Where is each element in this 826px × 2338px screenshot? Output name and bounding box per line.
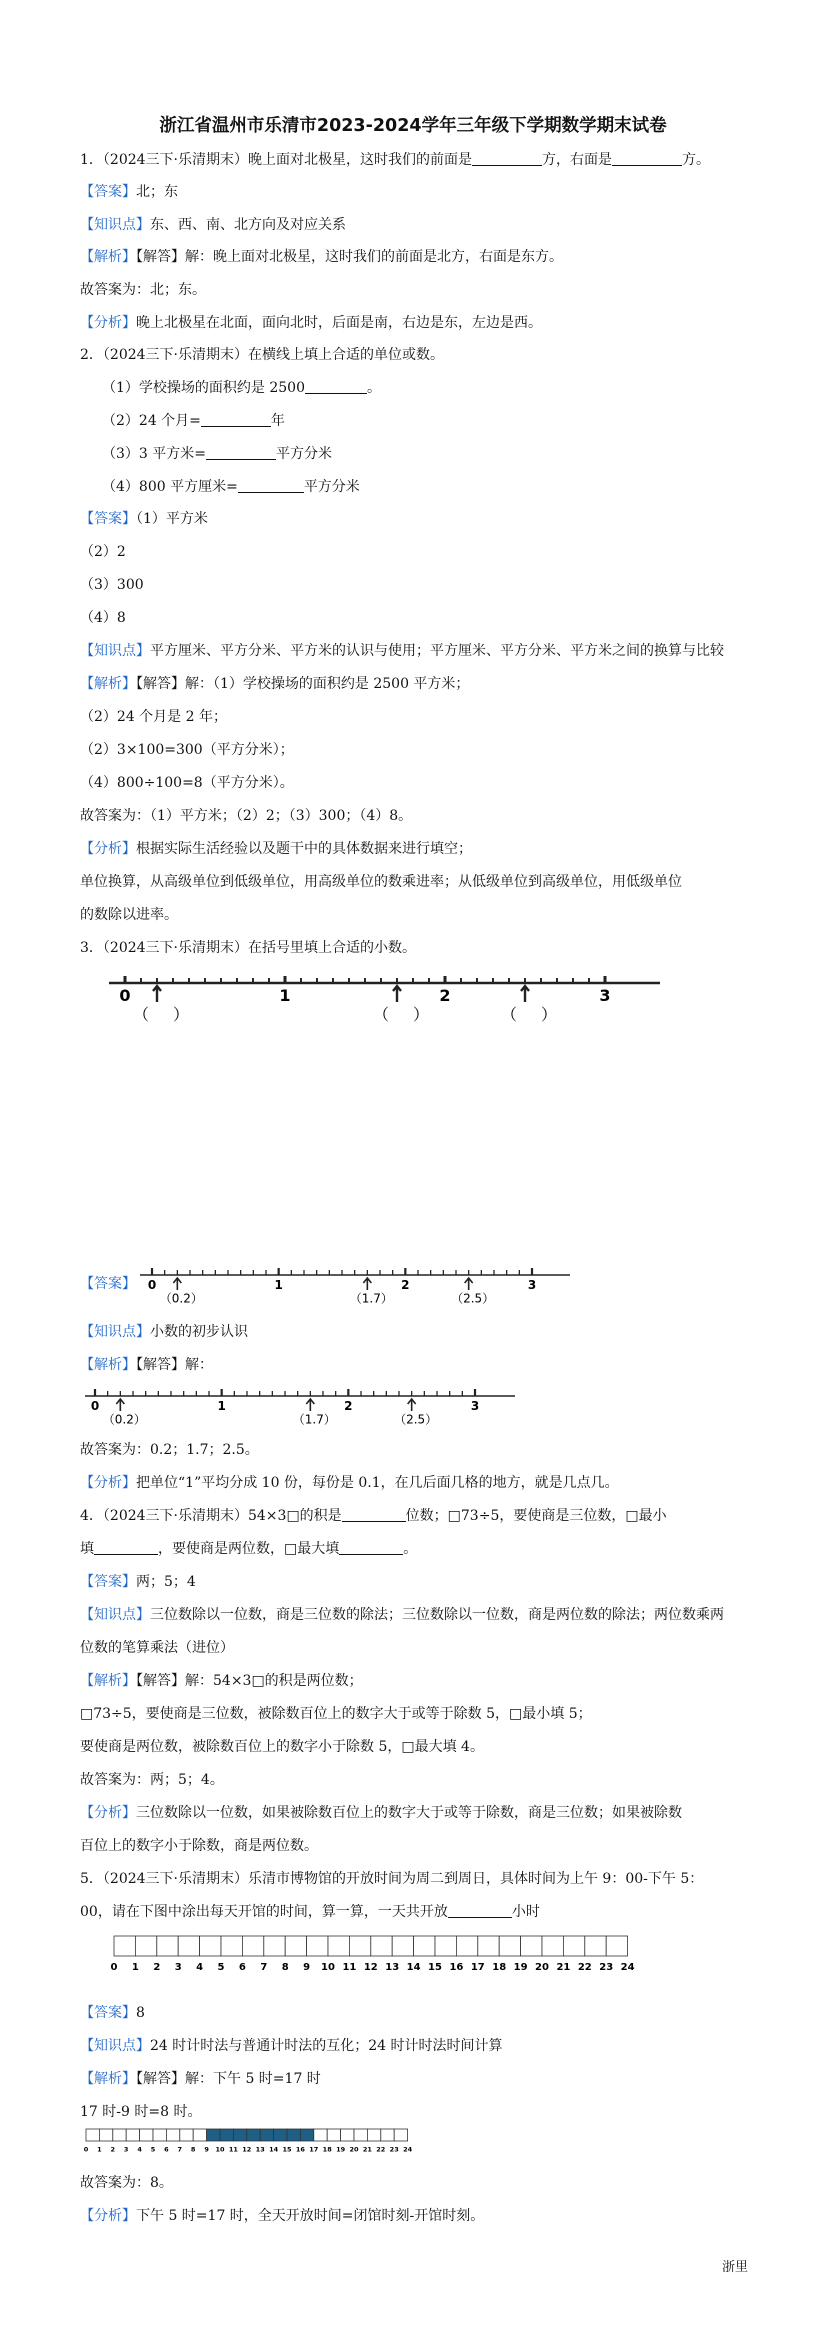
paren-close: ） xyxy=(172,1004,190,1024)
paren-close: ） xyxy=(412,1004,430,1024)
answer-label: （2.5） xyxy=(394,1412,438,1427)
tick-label: 1 xyxy=(274,1278,283,1292)
hour-label: 17 xyxy=(470,1962,485,1973)
hour-cell xyxy=(392,1936,413,1956)
hour-cell xyxy=(341,2129,354,2141)
hour-label: 9 xyxy=(204,2145,209,2154)
hour-cell xyxy=(126,2129,139,2141)
q4-explain: 【解析】【解答】解：54×3□的积是两位数； xyxy=(80,1673,363,1689)
hour-label: 21 xyxy=(556,1962,571,1973)
hour-label: 7 xyxy=(260,1962,268,1973)
q5-stem: 5．（2024三下·乐清期末）乐清市博物馆的开放时间为周二到周日，具体时间为上午 9：00-下午 5： xyxy=(80,1871,704,1887)
tick-label: 0 xyxy=(90,1399,100,1413)
hour-label: 2 xyxy=(110,2145,116,2154)
answer-label: （1.7） xyxy=(292,1412,336,1427)
hour-cell xyxy=(381,2129,394,2141)
hour-label: 19 xyxy=(513,1962,528,1973)
hour-cell xyxy=(394,2129,407,2141)
q1-explain: 【解析】【解答】解：晚上面对北极星，这时我们的前面是北方，右面是东方。 xyxy=(80,249,563,265)
hour-label: 21 xyxy=(362,2145,372,2154)
hour-cell xyxy=(242,1936,263,1956)
footer-mark: 浙里 xyxy=(721,2260,748,2275)
tick-label: 1 xyxy=(279,986,291,1005)
page-title: 浙江省温州市乐清市2023-2024学年三年级下学期数学期末试卷 xyxy=(159,116,667,136)
q3-explain: 【解析】【解答】解： xyxy=(80,1357,213,1373)
hour-label: 23 xyxy=(389,2145,399,2154)
answer-label: （2.5） xyxy=(451,1291,495,1306)
hour-label: 12 xyxy=(363,1962,378,1973)
hour-cell xyxy=(264,1936,285,1956)
hour-cell xyxy=(221,1936,242,1956)
q5-answer: 【答案】8 xyxy=(80,2005,145,2021)
hour-cell xyxy=(114,1936,135,1956)
hour-label: 5 xyxy=(217,1962,225,1973)
open-hour-cell xyxy=(287,2129,300,2141)
pointer-arrow xyxy=(306,1399,314,1411)
pointer-arrow xyxy=(116,1399,124,1411)
hour-cell xyxy=(140,2129,153,2141)
hour-cell xyxy=(113,2129,126,2141)
hour-cell xyxy=(166,2129,179,2141)
pointer-arrow xyxy=(363,1278,371,1290)
answer-label: （0.2） xyxy=(102,1412,146,1427)
pointer-arrow xyxy=(173,1278,181,1290)
hour-label: 18 xyxy=(492,1962,507,1973)
q5-explain: 【解析】【解答】解：下午 5 时=17 时 xyxy=(80,2071,321,2087)
hour-label: 0 xyxy=(110,1962,118,1973)
hour-cell xyxy=(314,2129,327,2141)
tick-label: 1 xyxy=(217,1399,226,1413)
q2-blank-4[interactable] xyxy=(238,478,304,493)
hour-label: 6 xyxy=(164,2145,169,2154)
q2-explain: 【解析】【解答】解：（1）学校操场的面积约是 2500 平方米； xyxy=(80,676,470,692)
pointer-arrow xyxy=(465,1278,473,1290)
q4-stem: 4．（2024三下·乐清期末）54×3□的积是 位数；□73÷5，要使商是三位数，□最小 xyxy=(80,1508,667,1524)
q4-knowledge-line2: 位数的笔算乘法（进位） xyxy=(80,1640,234,1656)
q3-result: 故答案为：0.2；1.7；2.5。 xyxy=(80,1442,259,1458)
hour-cell xyxy=(606,1936,627,1956)
hour-label: 22 xyxy=(376,2145,386,2154)
q2-blank-3[interactable] xyxy=(206,445,276,460)
hour-cell xyxy=(585,1936,606,1956)
q2-answer: 【答案】（1）平方米 xyxy=(80,511,208,527)
hour-label: 0 xyxy=(84,2145,89,2154)
hour-cell xyxy=(478,1936,499,1956)
q2-analysis-line: 单位换算，从高级单位到低级单位，用高级单位的数乘进率；从低级单位到高级单位，用低级单位 xyxy=(80,874,682,890)
q1-blank-2[interactable] xyxy=(612,151,682,166)
pointer-arrow xyxy=(521,986,529,1002)
q4-analysis-line2: 百位上的数字小于除数，商是两位数。 xyxy=(80,1838,318,1854)
hour-cell xyxy=(563,1936,584,1956)
hour-label: 1 xyxy=(97,2145,102,2154)
q2-explain-line: （4）800÷100=8（平方分米）。 xyxy=(80,775,294,791)
paren-open: （ xyxy=(500,1004,518,1024)
hour-cell xyxy=(371,1936,392,1956)
hour-cell xyxy=(521,1936,542,1956)
q5-blank[interactable] xyxy=(448,1903,512,1918)
hour-label: 13 xyxy=(255,2145,265,2154)
q4-stem-line2: 填 ，要使商是两位数，□最大填 。 xyxy=(80,1541,418,1557)
hour-label: 1 xyxy=(131,1962,139,1973)
open-hour-cell xyxy=(260,2129,273,2141)
q2-item-4: （4）800 平方厘米= 平方分米 xyxy=(102,479,360,495)
tick-label: 0 xyxy=(119,986,131,1005)
q1-analysis: 【分析】晚上北极星在北面，面向北时，后面是南，右边是东，左边是西。 xyxy=(80,315,542,331)
q5-stem-line2: 00，请在下图中涂出每天开馆的时间，算一算，一天共开放 小时 xyxy=(80,1904,540,1920)
hour-cell xyxy=(193,2129,206,2141)
open-hour-cell xyxy=(233,2129,246,2141)
hour-label: 14 xyxy=(269,2145,279,2154)
open-hour-cell xyxy=(207,2129,220,2141)
q1-result: 故答案为：北；东。 xyxy=(80,282,206,298)
tick-label: 3 xyxy=(527,1278,537,1292)
hour-cell xyxy=(180,2129,193,2141)
hour-label: 3 xyxy=(123,2145,129,2154)
hour-cell xyxy=(354,2129,367,2141)
pointer-arrow xyxy=(408,1399,416,1411)
hour-cell xyxy=(86,2129,99,2141)
hour-label: 16 xyxy=(449,1962,464,1973)
q4-blank-3[interactable] xyxy=(339,1540,403,1555)
hour-label: 24 xyxy=(620,1962,635,1973)
open-hour-cell xyxy=(274,2129,287,2141)
q1-knowledge: 【知识点】东、西、南、北方向及对应关系 xyxy=(80,217,346,233)
q2-answer-line: （4）8 xyxy=(80,610,126,626)
tick-label: 2 xyxy=(344,1399,353,1413)
hour-label: 15 xyxy=(428,1962,442,1973)
q2-explain-line: （2）24 个月是 2 年； xyxy=(80,709,227,725)
q3-knowledge: 【知识点】小数的初步认识 xyxy=(80,1324,248,1340)
hour-label: 15 xyxy=(282,2145,292,2154)
hour-label: 11 xyxy=(228,2145,238,2154)
hour-cell xyxy=(157,1936,178,1956)
q1-answer: 【答案】北；东 xyxy=(80,184,178,200)
hour-label: 19 xyxy=(336,2145,346,2154)
hour-label: 4 xyxy=(196,1962,204,1973)
open-hour-cell xyxy=(220,2129,233,2141)
q3-analysis: 【分析】把单位“1”平均分成 10 份，每份是 0.1，在几后面几格的地方，就是几点几。 xyxy=(80,1475,619,1491)
hour-cell xyxy=(542,1936,563,1956)
q4-answer: 【答案】两；5；4 xyxy=(80,1574,196,1590)
hour-cell xyxy=(327,2129,340,2141)
tick-label: 0 xyxy=(147,1278,157,1292)
paren-open: （ xyxy=(372,1004,390,1024)
hour-cell xyxy=(200,1936,221,1956)
hour-label: 22 xyxy=(577,1962,592,1973)
hour-label: 5 xyxy=(150,2145,156,2154)
q2-knowledge: 【知识点】平方厘米、平方分米、平方米的认识与使用；平方厘米、平方分米、平方米之间的换算与比较 xyxy=(80,643,724,659)
paren-open: （ xyxy=(132,1004,150,1024)
q3-answer-number-line xyxy=(140,1262,570,1310)
hour-cell xyxy=(178,1936,199,1956)
answer-label: （1.7） xyxy=(349,1291,393,1306)
hour-cell xyxy=(328,1936,349,1956)
hour-label: 23 xyxy=(599,1962,614,1973)
q4-blank-2[interactable] xyxy=(94,1540,158,1555)
hour-label: 18 xyxy=(322,2145,332,2154)
q2-stem: 2．（2024三下·乐清期末）在横线上填上合适的单位或数。 xyxy=(80,347,444,363)
pointer-arrow xyxy=(393,986,401,1002)
hour-cell xyxy=(367,2129,380,2141)
q1-blank-1[interactable] xyxy=(472,151,542,166)
hour-label: 12 xyxy=(242,2145,252,2154)
hour-label: 24 xyxy=(403,2145,413,2154)
paren-close: ） xyxy=(540,1004,558,1024)
q2-item-3: （3）3 平方米= 平方分米 xyxy=(102,446,332,462)
hour-label: 20 xyxy=(535,1962,549,1973)
tick-label: 3 xyxy=(599,986,611,1005)
hour-label: 2 xyxy=(153,1962,161,1973)
hour-cell xyxy=(135,1936,156,1956)
q5-timeline-grid xyxy=(108,1935,678,1983)
q1-stem: 1．（2024三下·乐清期末）晚上面对北极星，这时我们的前面是 方，右面是 方。 xyxy=(80,152,710,168)
q2-explain-line: （2）3×100=300（平方分米）； xyxy=(80,742,294,758)
q3-answer: 【答案】 xyxy=(80,1276,136,1292)
hour-label: 11 xyxy=(342,1962,357,1973)
hour-label: 7 xyxy=(177,2145,183,2154)
hour-cell xyxy=(349,1936,370,1956)
q2-blank-1[interactable] xyxy=(305,379,367,394)
q2-analysis-line: 的数除以进率。 xyxy=(80,907,178,923)
hour-cell xyxy=(414,1936,435,1956)
hour-label: 20 xyxy=(349,2145,359,2154)
q5-analysis: 【分析】下午 5 时=17 时，全天开放时间=闭馆时刻-开馆时刻。 xyxy=(80,2208,485,2224)
hour-label: 16 xyxy=(295,2145,305,2154)
hour-label: 6 xyxy=(238,1962,246,1973)
q4-blank-1[interactable] xyxy=(342,1507,406,1522)
hour-cell xyxy=(153,2129,166,2141)
hour-label: 8 xyxy=(190,2145,196,2154)
q4-explain-line: □73÷5，要使商是三位数，被除数百位上的数字大于或等于除数 5，□最小填 5； xyxy=(80,1706,592,1722)
q5-result: 故答案为：8。 xyxy=(80,2175,173,2191)
q2-analysis: 【分析】根据实际生活经验以及题干中的具体数据来进行填空； xyxy=(80,841,472,857)
hour-label: 4 xyxy=(137,2145,142,2154)
hour-label: 14 xyxy=(406,1962,421,1973)
hour-label: 10 xyxy=(321,1962,335,1973)
q2-item-2: （2）24 个月= 年 xyxy=(102,413,285,429)
tick-label: 2 xyxy=(401,1278,410,1292)
hour-cell xyxy=(499,1936,520,1956)
hour-cell xyxy=(307,1936,328,1956)
pointer-arrow xyxy=(153,986,161,1002)
q2-answer-line: （2）2 xyxy=(80,544,126,560)
tick-label: 2 xyxy=(439,986,451,1005)
hour-label: 3 xyxy=(174,1962,182,1973)
tick-label: 3 xyxy=(470,1399,480,1413)
q2-answer-line: （3）300 xyxy=(80,577,144,593)
q3-number-line xyxy=(100,965,660,1035)
hour-cell xyxy=(99,2129,112,2141)
hour-label: 8 xyxy=(281,1962,289,1973)
q2-blank-2[interactable] xyxy=(201,412,271,427)
q4-knowledge: 【知识点】三位数除以一位数，商是三位数的除法；三位数除以一位数，商是两位数的除法；两位数乘两 xyxy=(80,1607,724,1623)
q5-explain-line2: 17 时-9 时=8 时。 xyxy=(80,2104,202,2120)
q3-stem: 3．（2024三下·乐清期末）在括号里填上合适的小数。 xyxy=(80,940,416,956)
q4-result: 故答案为：两；5；4。 xyxy=(80,1772,224,1788)
hour-label: 17 xyxy=(309,2145,319,2154)
hour-label: 9 xyxy=(303,1962,311,1973)
hour-cell xyxy=(456,1936,477,1956)
open-hour-cell xyxy=(247,2129,260,2141)
open-hour-cell xyxy=(300,2129,313,2141)
hour-label: 13 xyxy=(385,1962,400,1973)
answer-label: （0.2） xyxy=(159,1291,203,1306)
hour-cell xyxy=(285,1936,306,1956)
q5-knowledge: 【知识点】24 时计时法与普通计时法的互化；24 时计时法时间计算 xyxy=(80,2038,503,2054)
hour-label: 10 xyxy=(215,2145,225,2154)
q5-timeline-shaded xyxy=(84,2128,434,2160)
q4-analysis: 【分析】三位数除以一位数，如果被除数百位上的数字大于或等于除数，商是三位数；如果被除数 xyxy=(80,1805,682,1821)
hour-cell xyxy=(435,1936,456,1956)
q2-item-1: （1）学校操场的面积约是 2500 。 xyxy=(102,380,381,396)
q2-result: 故答案为：（1）平方米；（2）2；（3）300；（4）8。 xyxy=(80,808,413,824)
q4-explain-line: 要使商是两位数，被除数百位上的数字小于除数 5，□最大填 4。 xyxy=(80,1739,484,1755)
q3-explain-number-line xyxy=(85,1383,515,1431)
